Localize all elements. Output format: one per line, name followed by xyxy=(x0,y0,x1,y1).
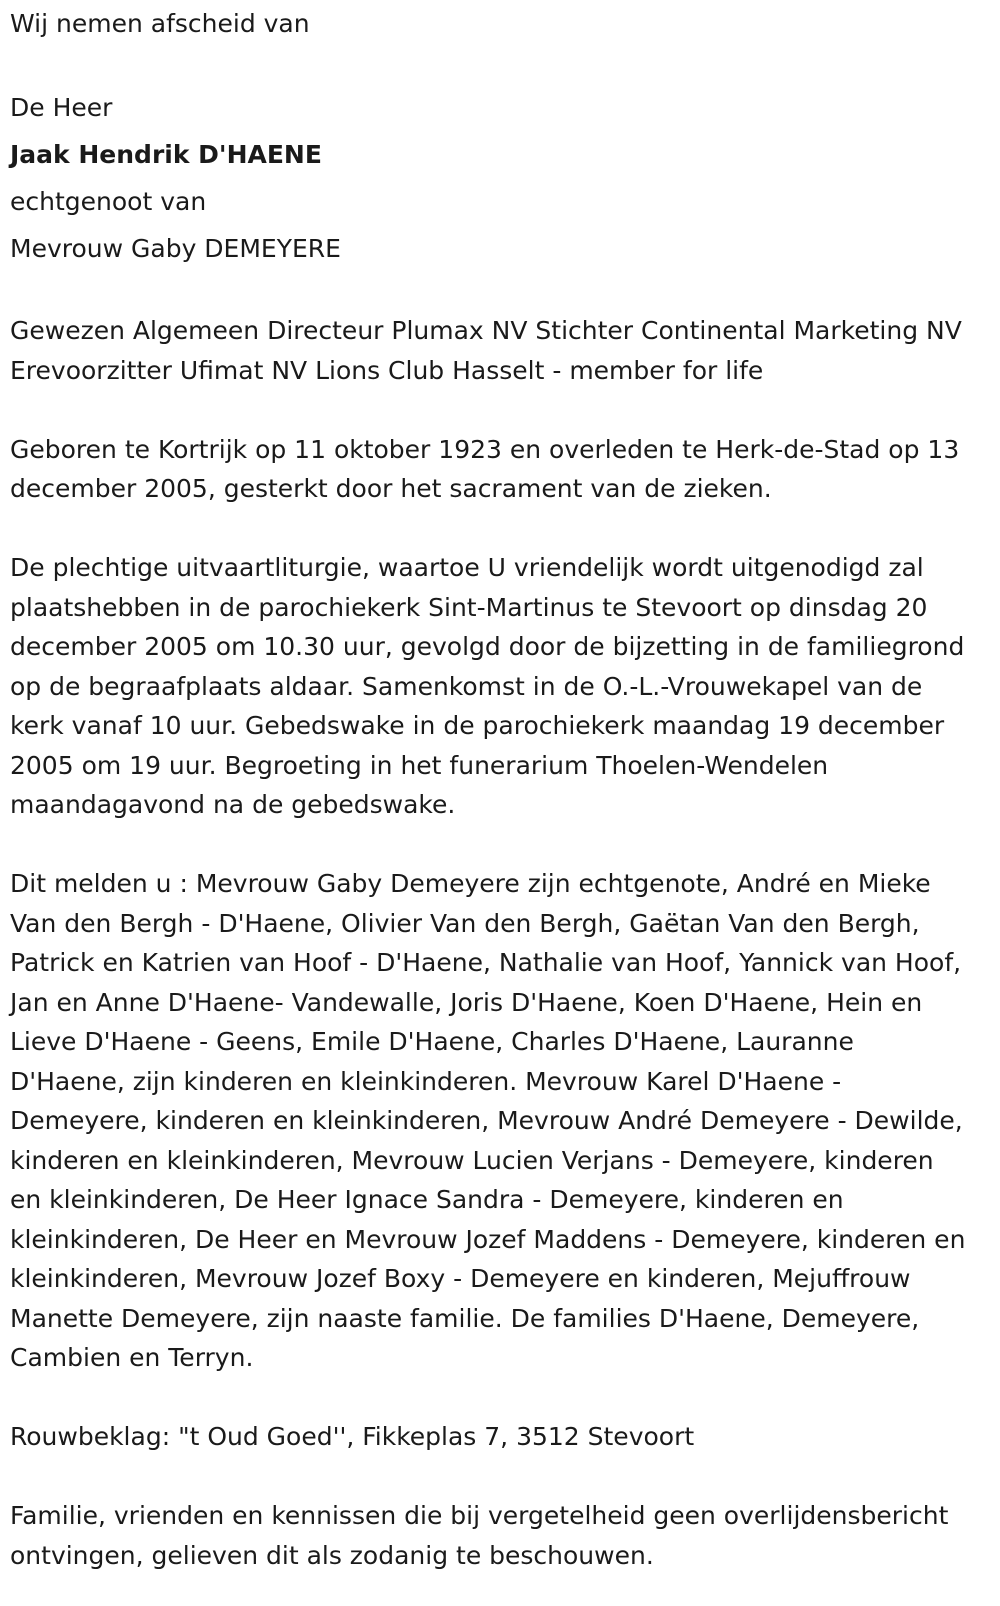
spacer xyxy=(10,509,970,549)
intro-text: Wij nemen afscheid van xyxy=(10,9,310,38)
family-paragraph: Dit melden u : Mevrouw Gaby Demeyere zijn echtgenote, André en Mieke Van den Bergh - D'Haene, Olivier Van den Bergh, Gaëtan Van den Bergh, Patrick en Katrien van Hoof - D'Haene, Nathalie van Hoof, Yannick van Hoof, Jan en Anne D'Haene- Vandewalle, Joris D'Haene, Koen D'Haene, Hein en Lieve D'Haene - Geens, Emile D'Haene, Charles D'Haene, Lauranne D'Haene, zijn kinderen en kleinkinderen. Mevrouw Karel D'Haene - Demeyere, kinderen en kleinkinderen, Mevrouw André Demeyere - Dewilde, kinderen en kleinkinderen, Mevrouw Lucien Verjans - Demeyere, kinderen en kleinkinderen, De Heer Ignace Sandra - Demeyere, kinderen en kleinkinderen, De Heer en Mevrouw Jozef Maddens - Demeyere, kinderen en kleinkinderen, Mevrouw Jozef Boxy - Demeyere en kinderen, Mejuffrouw Manette Demeyere, zijn naaste familie. De families D'Haene, Demeyere, Cambien en Terryn. xyxy=(10,869,966,1372)
spacer xyxy=(10,825,970,865)
spacer xyxy=(10,1378,970,1418)
career-paragraph: Gewezen Algemeen Directeur Plumax NV Stichter Continental Marketing NV Erevoorzitter Ufimat NV Lions Club Hasselt - member for life xyxy=(10,316,962,385)
closing-paragraph: Familie, vrienden en kennissen die bij vergetelheid geen overlijdensbericht ontvingen, gelieven dit als zodanig te beschouwen. xyxy=(10,1501,949,1570)
spacer xyxy=(10,44,970,84)
birth-death-paragraph: Geboren te Kortrijk op 11 oktober 1923 en overleden te Herk-de-Stad op 13 december 2005, gesterkt door het sacrament van de zieken. xyxy=(10,434,960,503)
spacer xyxy=(10,272,970,312)
spacer xyxy=(10,390,970,430)
spacer xyxy=(10,1457,970,1497)
relation-text: echtgenoot van xyxy=(10,186,207,216)
honorific: De Heer xyxy=(10,92,113,122)
obituary-document xyxy=(10,4,970,1575)
deceased-name: Jaak Hendrik D'HAENE xyxy=(10,139,322,169)
condolence-address: Rouwbeklag: "t Oud Goed'', Fikkeplas 7, 3512 Stevoort xyxy=(10,1422,695,1451)
funeral-paragraph: De plechtige uitvaartliturgie, waartoe U vriendelijk wordt uitgenodigd zal plaatshebben in de parochiekerk Sint-Martinus te Stevoort op dinsdag 20 december 2005 om 10.30 uur, gevolgd door de bijzetting in de familiegrond op de begraafplaats aldaar. Samenkomst in de O.-L.-Vrouwekapel van de kerk vanaf 10 uur. Gebedswake in de parochiekerk maandag 19 december 2005 om 19 uur. Begroeting in het funerarium Thoelen-Wendelen maandagavond na de gebedswake. xyxy=(10,553,965,819)
spouse-name: Mevrouw Gaby DEMEYERE xyxy=(10,233,341,263)
deceased-block xyxy=(10,84,970,272)
